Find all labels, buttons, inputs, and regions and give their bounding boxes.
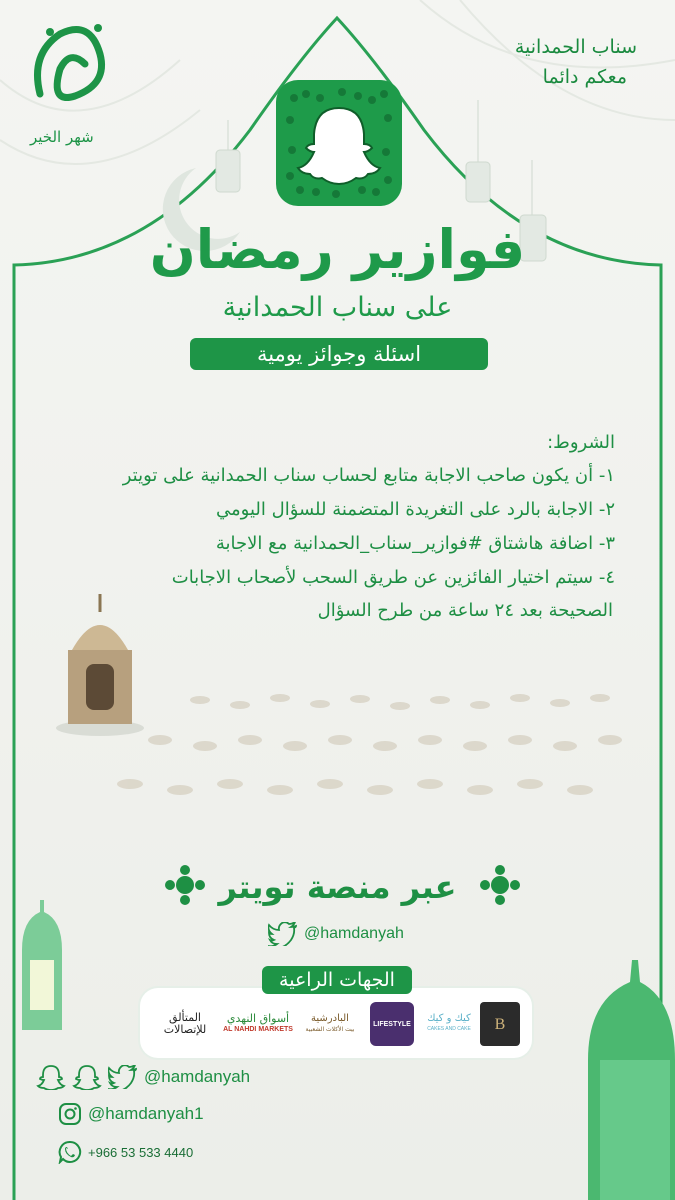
sponsor-logo: كيك و كيك CAKES AND CAKE <box>427 1013 471 1032</box>
sponsor-logo: LIFESTYLE <box>370 1002 414 1046</box>
sponsor-logo: B <box>480 1002 520 1046</box>
snapchat-ghost-icon <box>276 80 402 206</box>
contact-handle: @hamdanyah1 <box>88 1104 204 1123</box>
tag-pill: اسئلة وجوائز يومية <box>190 338 488 370</box>
sponsor-logo: المتألق للإتصالات <box>163 1011 207 1036</box>
contact-instagram[interactable] <box>58 1102 204 1126</box>
page-subtitle: على سناب الحمدانية <box>222 292 453 323</box>
contact-snapchat-twitter[interactable] <box>36 1064 250 1090</box>
instagram-icon <box>58 1102 82 1126</box>
twitter-heading: عبر منصة تويتر <box>218 868 457 906</box>
twitter-icon <box>268 922 298 946</box>
contact-whatsapp[interactable] <box>58 1140 193 1164</box>
contact-handle: @hamdanyah <box>144 1067 251 1086</box>
snapchat-icon <box>36 1064 66 1090</box>
contact-phone: +966 53 533 4440 <box>88 1144 194 1160</box>
snapcode[interactable] <box>276 80 402 206</box>
sponsors-heading: الجهات الراعية <box>262 966 412 994</box>
conditions-heading: الشروط: <box>547 432 615 453</box>
gold-lantern-icon <box>56 594 144 736</box>
condition-item: ٤- سيتم اختيار الفائزين عن طريق السحب لأصحاب الاجابات <box>171 567 615 588</box>
condition-item: ٢- الاجابة بالرد على التغريدة المتضمنة للسؤال اليومي <box>216 499 615 520</box>
sponsor-logo: البادرشية بيت الأكلات الشعبية <box>305 1013 355 1033</box>
green-lantern-icon <box>22 900 62 1030</box>
condition-item: الصحيحة بعد ٢٤ ساعة من طرح السؤال <box>317 600 613 621</box>
twitter-icon <box>108 1065 138 1089</box>
sponsors-box <box>140 988 532 1058</box>
condition-item: ٣- اضافة هاشتاق #فوازير_سناب_الحمدانية مع الاجابة <box>215 533 615 554</box>
logo-text: شهر الخير <box>30 128 94 146</box>
page-title: فوازير رمضان <box>149 218 526 281</box>
snapchat-icon <box>72 1064 102 1090</box>
twitter-handle: @hamdanyah <box>304 925 404 942</box>
sponsor-logo: أسواق النهدي AL NAHDI MARKETS <box>223 1012 293 1033</box>
logo-icon <box>20 14 120 124</box>
twitter-link[interactable] <box>268 922 404 946</box>
brand-line2: معكم دائما <box>542 66 627 88</box>
whatsapp-icon <box>58 1140 82 1164</box>
brand-line1: سناب الحمدانية <box>514 36 637 58</box>
condition-item: ١- أن يكون صاحب الاجابة متابع لحساب سناب الحمدانية على تويتر <box>122 465 615 486</box>
